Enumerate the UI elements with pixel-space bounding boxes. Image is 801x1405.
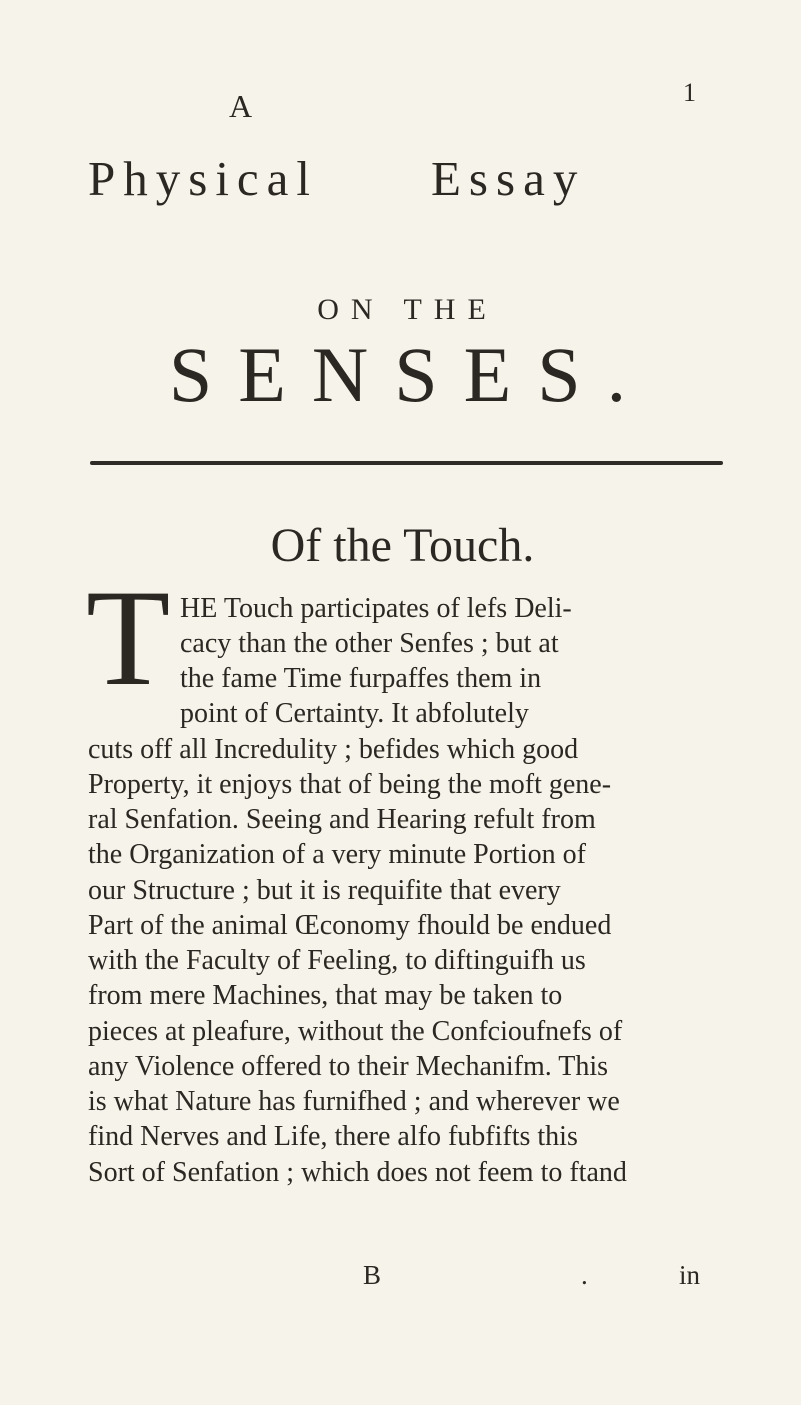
drop-cap: T [86, 561, 171, 714]
title-essay: Essay [431, 151, 586, 206]
page-number: 1 [683, 78, 696, 107]
body-line: HE Touch participates of lefs Deli- [180, 593, 572, 624]
body-line: from mere Machines, that may be taken to [88, 980, 563, 1011]
title-article: A [228, 88, 253, 124]
footer-dot: . [581, 1260, 588, 1290]
title-senses: SENSES. [168, 331, 653, 418]
catchword: in [679, 1260, 701, 1290]
body-line: point of Certainty. It abfolutely [180, 698, 529, 729]
body-line: find Nerves and Life, there alfo fubfifts this [88, 1121, 578, 1152]
signature-mark: B [363, 1260, 382, 1290]
body-line: cuts off all Incredulity ; befides which good [88, 734, 579, 765]
body-line: the fame Time furpaffes them in [180, 663, 542, 694]
body-line: Part of the animal Œconomy fhould be endued [88, 910, 612, 941]
body-line: with the Faculty of Feeling, to diftinguifh us [88, 945, 586, 976]
section-title: Of the Touch. [270, 519, 535, 572]
body-line: Property, it enjoys that of being the moft gene- [88, 769, 612, 800]
body-line: our Structure ; but it is requifite that every [88, 875, 561, 906]
body-line: Sort of Senfation ; which does not feem to ftand [88, 1157, 627, 1188]
body-line: is what Nature has furnifhed ; and wherever we [88, 1086, 620, 1117]
body-line: any Violence offered to their Mechanifm. This [88, 1051, 609, 1082]
body-line: the Organization of a very minute Portion of [88, 839, 586, 870]
title-rule [90, 461, 723, 465]
title-on-the: ON THE [317, 293, 498, 326]
body-line: cacy than the other Senfes ; but at [180, 628, 559, 659]
body-line: pieces at pleafure, without the Confcioufnefs of [88, 1016, 623, 1047]
title-physical: Physical [88, 151, 319, 206]
body-line: ral Senfation. Seeing and Hearing refult from [88, 804, 596, 835]
